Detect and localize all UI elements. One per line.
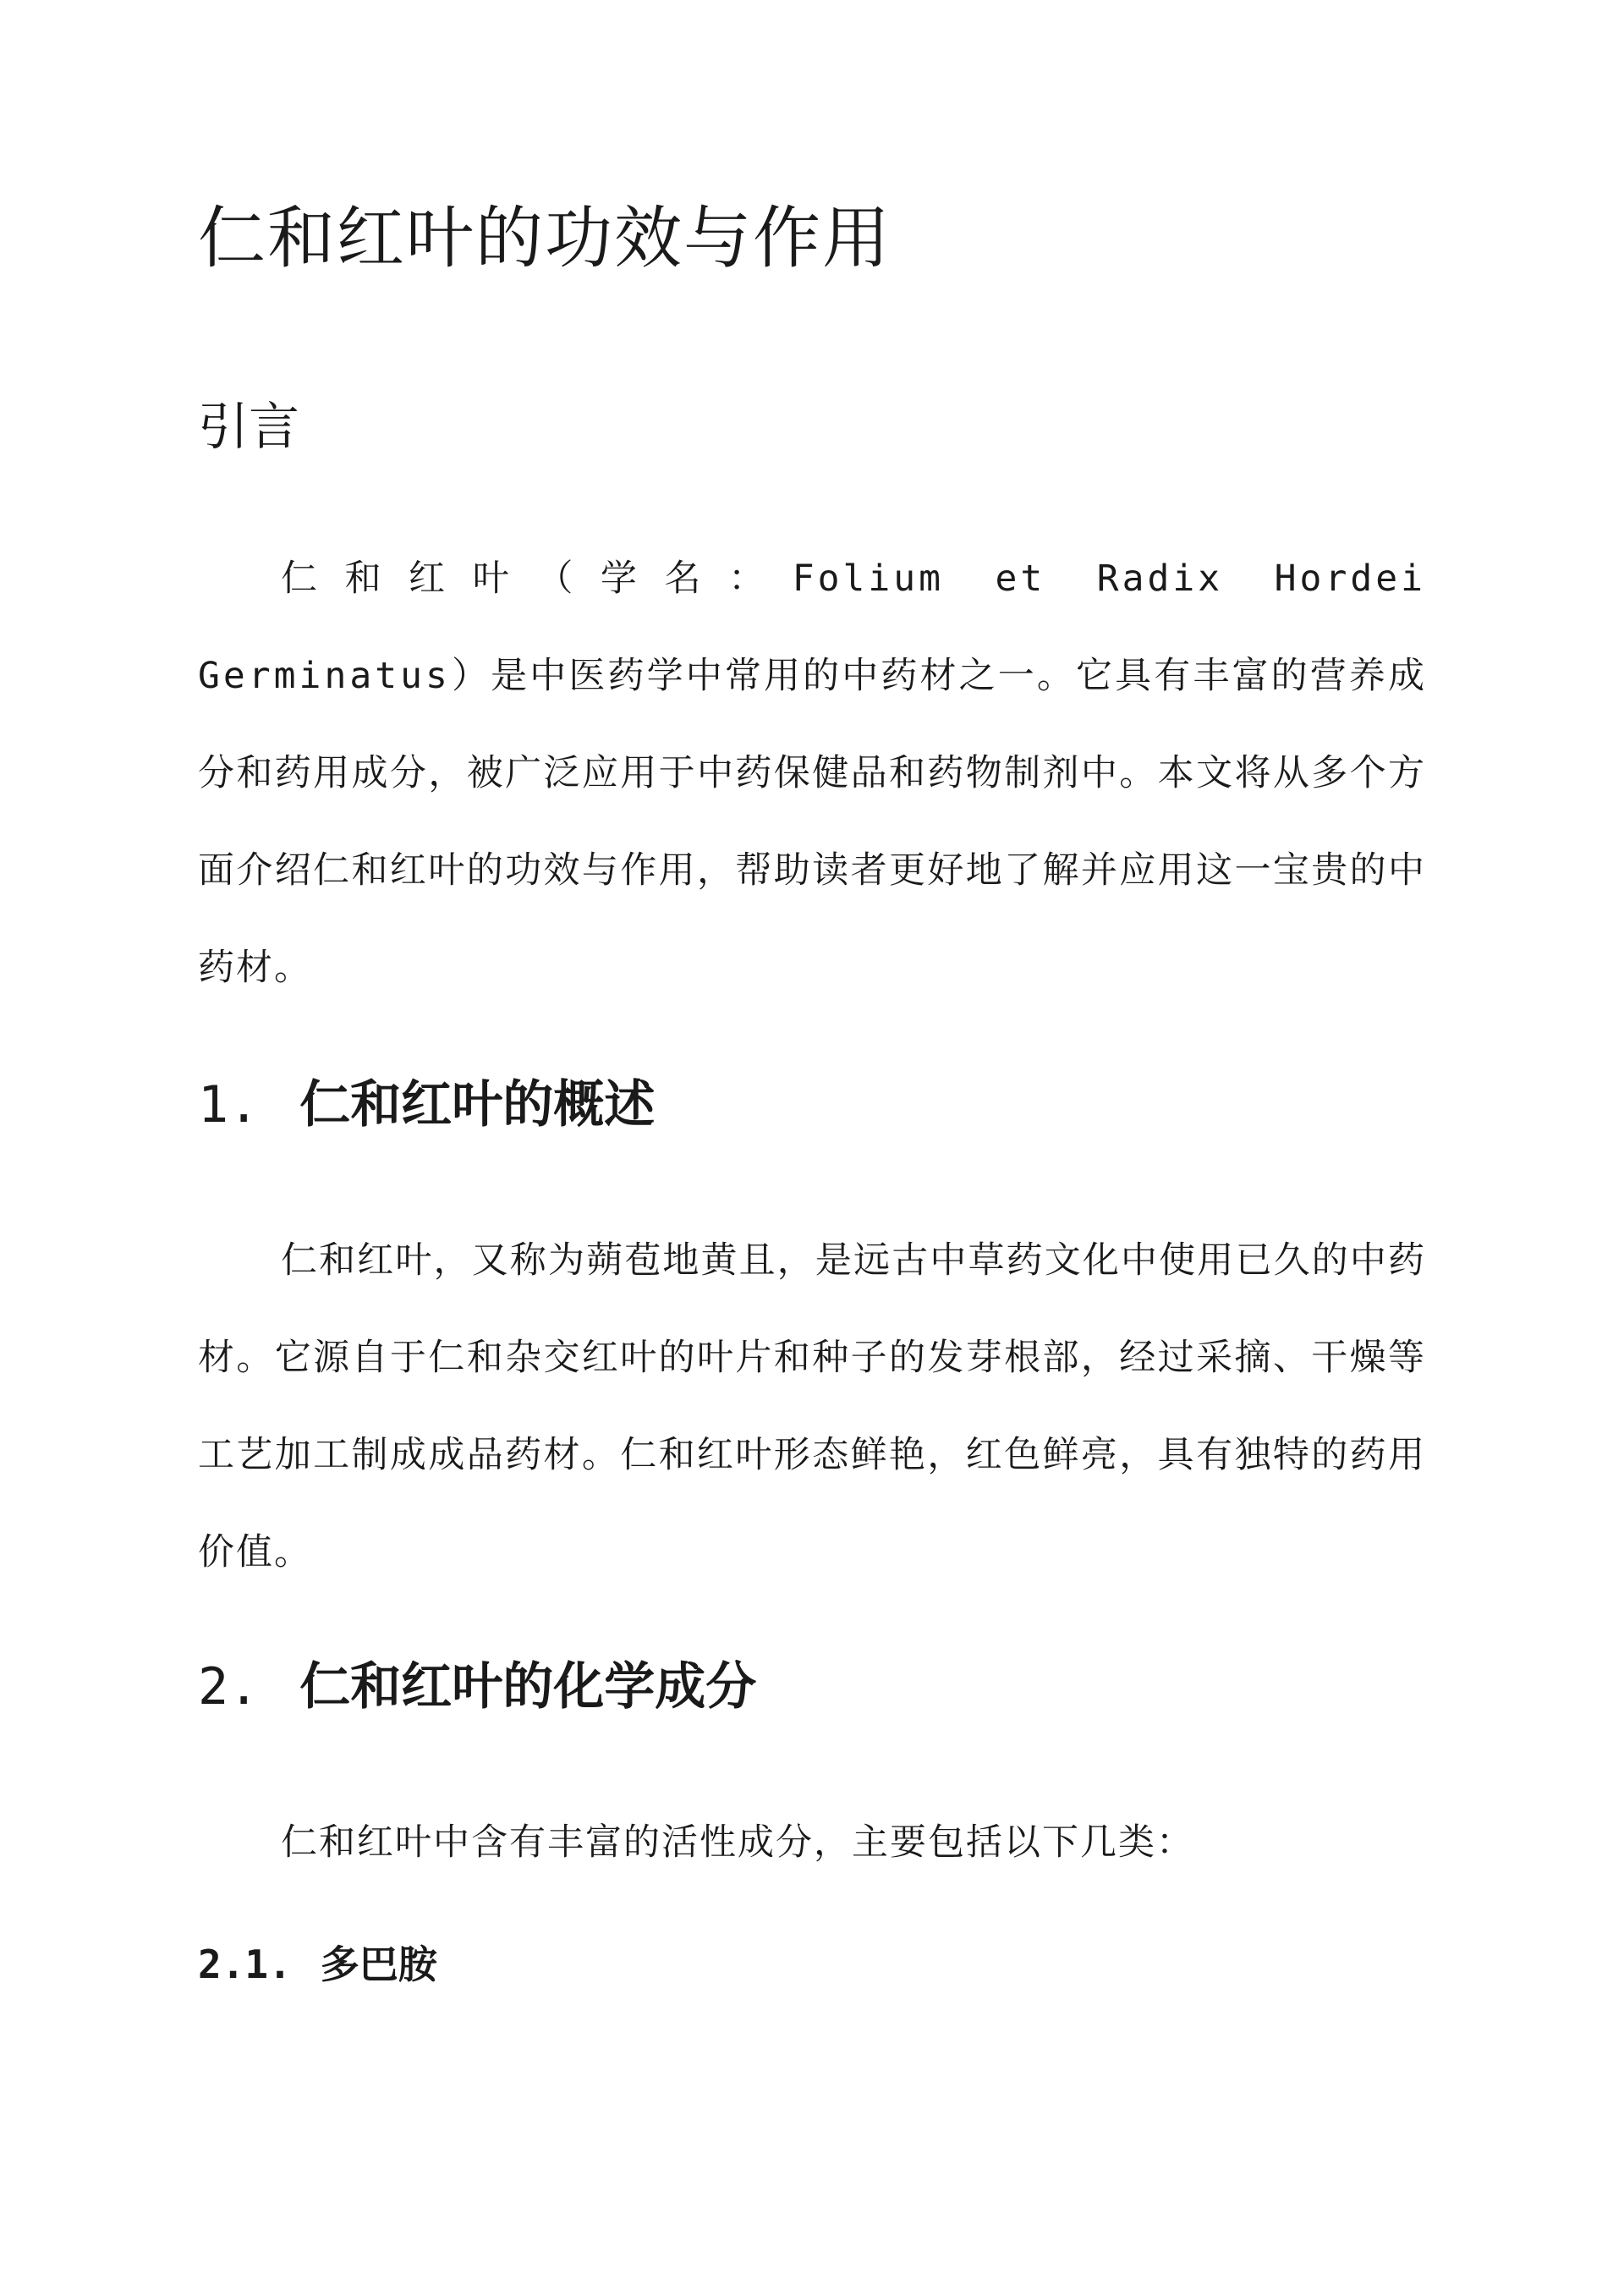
section-2-1-number: 2.1. bbox=[198, 1942, 292, 1987]
section-2-heading bbox=[198, 1659, 756, 1715]
intro-paragraph bbox=[198, 530, 1426, 1017]
section-1-number: 1. bbox=[198, 1075, 260, 1134]
section-1-title: 仁和红叶的概述 bbox=[299, 1075, 656, 1134]
section-2-1-heading bbox=[198, 1943, 437, 1986]
section-1-heading bbox=[198, 1077, 655, 1133]
intro-text-prefix: 仁和红叶（学名： bbox=[281, 558, 793, 600]
section-1-paragraph: 仁和红叶，又称为蒴苞地黄且，是远古中草药文化中使用已久的中药材。它源自于仁和杂交红叶的叶片和种子的发芽根部，经过采摘、干燥等工艺加工制成成品药材。仁和红叶形态鲜艳，红色鲜亮，具有独特的药用价值。 bbox=[198, 1239, 1426, 1574]
intro-heading: 引言 bbox=[198, 398, 299, 457]
section-2-paragraph: 仁和红叶中含有丰富的活性成分，主要包括以下几类： bbox=[281, 1821, 1194, 1864]
section-2-1-title: 多巴胺 bbox=[320, 1942, 437, 1987]
latin-name: Folium et Radix Hordei Germinatus bbox=[198, 558, 1427, 697]
document-title: 仁和红叶的功效与作用 bbox=[198, 199, 892, 277]
intro-text-suffix: ）是中医药学中常用的中药材之一。它具有丰富的营养成分和药用成分，被广泛应用于中药保健品和药物制剂中。本文将从多个方面介绍仁和红叶的功效与作用，帮助读者更好地了解并应用这一宝贵的中药材。 bbox=[198, 655, 1426, 989]
section-2-number: 2. bbox=[198, 1657, 260, 1717]
section-2-title: 仁和红叶的化学成分 bbox=[299, 1657, 757, 1717]
